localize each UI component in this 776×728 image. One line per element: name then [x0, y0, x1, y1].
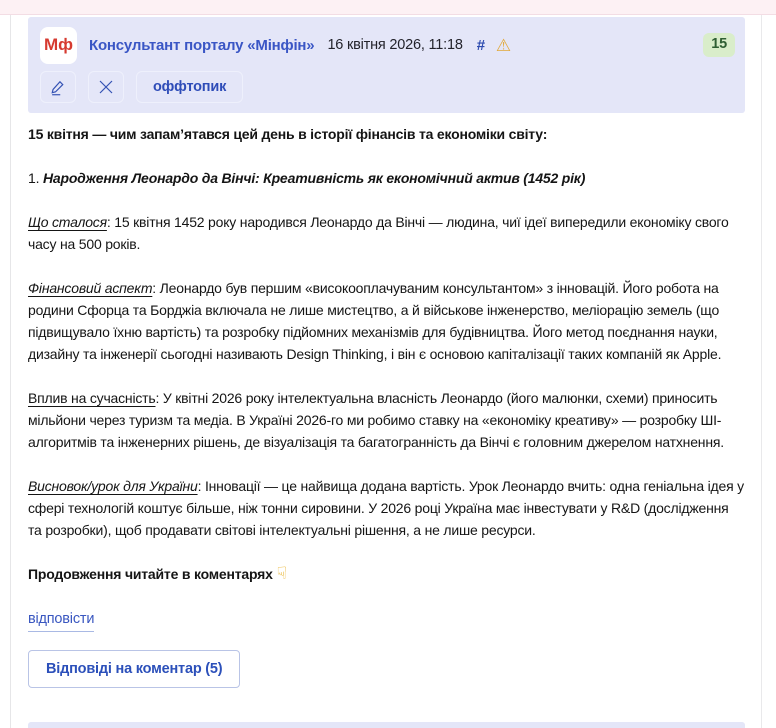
section-label: Висновок/урок для України	[28, 478, 198, 494]
continuation-text: Продовження читайте в коментарях	[28, 566, 273, 582]
next-comment-header-edge	[28, 722, 745, 728]
section-label: Що сталося	[28, 214, 107, 230]
section-label: Фінансовий аспект	[28, 280, 153, 296]
section-financial-aspect	[28, 277, 745, 365]
section-what-happened	[28, 211, 745, 255]
username-link[interactable]: Консультант порталу «Мінфін»	[89, 36, 315, 54]
comment-actions	[40, 71, 735, 103]
list-title: Народження Леонардо да Вінчі: Креативність як економічний актив (1452 рік)	[42, 170, 586, 186]
avatar[interactable]: Мф	[40, 27, 77, 64]
delete-button[interactable]	[88, 71, 124, 103]
comment-header-row	[40, 25, 735, 65]
offtopic-tag-button[interactable]: оффтопик	[136, 71, 243, 103]
pencil-icon	[49, 78, 67, 96]
continuation-line	[28, 563, 745, 585]
reply-link[interactable]: відповісти	[28, 608, 94, 632]
comment-card	[28, 17, 745, 688]
section-text: : 15 квітня 1452 року народився Леонардо да Вінчі — людина, чиї ідеї випередили економіку свого часу на 500 років.	[28, 214, 729, 252]
timestamp: 16 квітня 2026, 11:18	[327, 37, 463, 53]
pointing-down-icon: ☟	[276, 564, 287, 583]
section-modern-impact	[28, 387, 745, 453]
section-conclusion	[28, 475, 745, 541]
post-intro: 15 квітня — чим запам’ятався цей день в історії фінансів та економіки світу:	[28, 126, 548, 142]
comment-body	[28, 113, 745, 688]
rating-badge: 15	[703, 33, 735, 57]
section-text: : Інновації — це найвища додана вартість. Урок Леонардо вчить: одна геніальна ідея у сфері технологій коштує більше, ніж тонни сировини. У 2026 році Україна має інвестувати у R&D (дослідження та розробки), щоб продавати світові інтелектуальні рішення, а не лише ресурси.	[28, 478, 744, 538]
section-label: Вплив на сучасність	[28, 390, 156, 406]
close-icon	[98, 79, 114, 95]
show-replies-button[interactable]: Відповіді на коментар (5)	[28, 650, 240, 688]
list-marker: 1.	[28, 170, 43, 186]
warning-icon: ⚠	[495, 35, 511, 55]
page-left-border	[10, 15, 11, 728]
page-top-strip	[0, 0, 776, 15]
comment-header	[28, 17, 745, 113]
edit-button[interactable]	[40, 71, 76, 103]
page-right-border	[761, 15, 762, 728]
permalink-hash-icon[interactable]: #	[476, 36, 485, 54]
section-text: : Леонардо був першим «високооплачуваним консультантом» з інновацій. Його робота на родини Сфорца та Борджіа включала не лише мистецтво, а й військове інженерство, меліорацію земель (що підвищувало їхню вартість) та розробку підйомних механізмів для будівництва. Його метод поєднання науки, дизайну та інженерії сьогодні називають Design Thinking, і він є основою капіталізації таких компаній як Apple.	[28, 280, 722, 362]
post-list-item	[28, 167, 745, 189]
section-text: : У квітні 2026 року інтелектуальна власність Леонардо (його малюнки, схеми) приносить мільйони через туризм та медіа. В Україні 2026-го ми робимо ставку на «економіку креативу» — розробку ШІ-алгоритмів та інженерних рішень, де візуалізація та багатогранність да Вінчі є головним джерелом натхнення.	[28, 390, 724, 450]
